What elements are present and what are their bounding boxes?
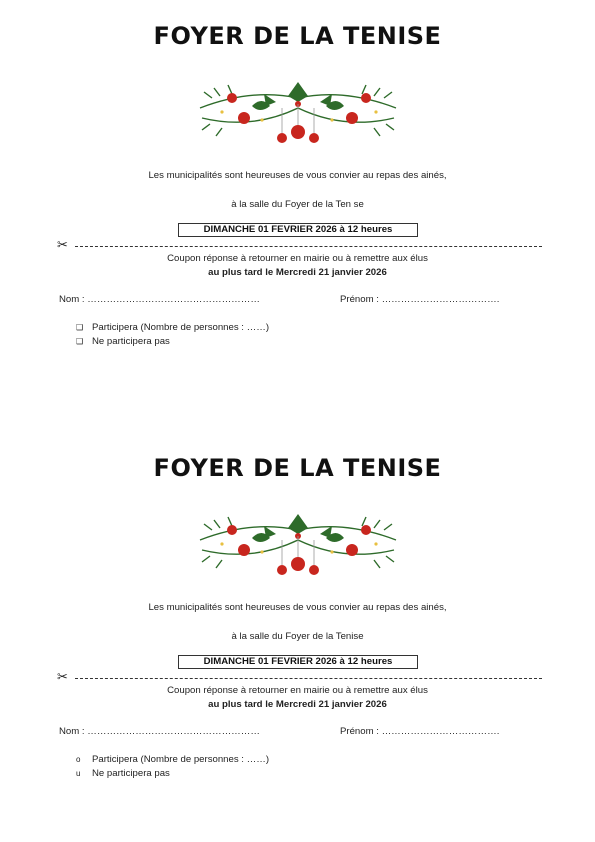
coupon-deadline: au plus tard le Mercredi 21 janvier 2026 xyxy=(208,699,387,710)
coupon-deadline: au plus tard le Mercredi 21 janvier 2026 xyxy=(208,267,387,278)
option-label: Participera (Nombre de personnes : ……) xyxy=(92,754,270,765)
cut-line xyxy=(57,237,542,253)
coupon-instructions: Coupon réponse à retourner en mairie ou à remettre aux élus xyxy=(167,685,428,696)
option-ne-participera-pas[interactable] xyxy=(76,336,170,347)
cut-line xyxy=(57,669,542,685)
christmas-garland-icon xyxy=(192,500,404,590)
checkbox-participera[interactable]: o xyxy=(76,755,81,764)
option-label: Ne participera pas xyxy=(92,336,170,347)
invitation-text: Les municipalités sont heureuses de vous convier au repas des ainés, xyxy=(148,170,447,181)
coupon-instructions: Coupon réponse à retourner en mairie ou à remettre aux élus xyxy=(167,253,428,264)
page-title: FOYER DE LA TENISE xyxy=(153,454,442,482)
prenom-field[interactable]: Prénom : ………………………………. xyxy=(340,726,500,737)
dashed-divider xyxy=(75,246,542,247)
checkbox-ne-participera-pas[interactable]: u xyxy=(76,769,81,778)
page-title: FOYER DE LA TENISE xyxy=(153,22,442,50)
invitation-section-2 xyxy=(0,432,595,832)
nom-field[interactable]: Nom : ……………………………………………… xyxy=(59,726,260,737)
checkbox-participera[interactable]: ❑ xyxy=(76,323,84,332)
checkbox-ne-participera-pas[interactable]: ❑ xyxy=(76,337,84,346)
option-ne-participera-pas[interactable] xyxy=(76,768,170,779)
invitation-section-1 xyxy=(0,0,595,400)
scissors-icon: ✂ xyxy=(57,237,68,252)
option-label: Ne participera pas xyxy=(92,768,170,779)
invitation-text: Les municipalités sont heureuses de vous convier au repas des ainés, xyxy=(148,602,447,613)
scissors-icon: ✂ xyxy=(57,669,68,684)
option-participera[interactable] xyxy=(76,754,269,765)
option-participera[interactable] xyxy=(76,322,269,333)
event-date: DIMANCHE 01 FEVRIER 2026 à 12 heures xyxy=(178,223,418,237)
venue-text: à la salle du Foyer de la Ten se xyxy=(231,199,364,210)
venue-text: à la salle du Foyer de la Tenise xyxy=(231,631,364,642)
option-label: Participera (Nombre de personnes : ……) xyxy=(92,322,270,333)
dashed-divider xyxy=(75,678,542,679)
event-date: DIMANCHE 01 FEVRIER 2026 à 12 heures xyxy=(178,655,418,669)
prenom-field[interactable]: Prénom : ………………………………. xyxy=(340,294,500,305)
christmas-garland-icon xyxy=(192,68,404,158)
nom-field[interactable]: Nom : ……………………………………………… xyxy=(59,294,260,305)
